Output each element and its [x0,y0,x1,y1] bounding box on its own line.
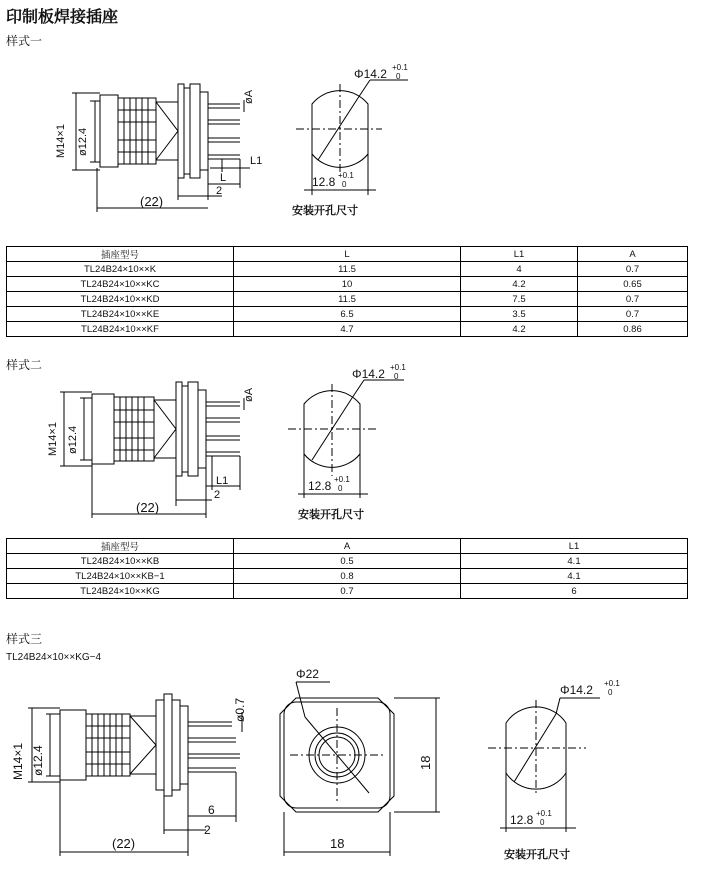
table-cell: 4.1 [461,554,688,569]
style3-dim-a: ø0.7 [233,697,247,722]
style1-dim-two: 2 [216,185,223,197]
style2-label: 样式二 [6,358,43,372]
style2-hole-flat-tol: +0.1 [334,475,350,484]
table-cell: 0.7 [578,292,688,307]
style3-dim-d: ø12.4 [31,745,45,776]
table-cell: 10 [234,277,461,292]
table-cell: 0.7 [578,262,688,277]
style1-dim-m: M14×1 [55,124,67,158]
table-cell: TL24B24×10××KE [7,307,234,322]
table-cell: TL24B24×10××KF [7,322,234,337]
table-cell: 6.5 [234,307,461,322]
table-header-cell: A [234,539,461,554]
style3-dim-two: 2 [204,823,211,837]
style2-hole-tol0: 0 [394,372,399,381]
style2-dim-m: M14×1 [47,422,59,456]
style3-flange-w: 18 [330,836,345,851]
style2-dim-l1: L1 [216,475,229,487]
style1-dim-l: L [220,172,227,184]
table-header-cell: A [578,247,688,262]
table-cell: 0.7 [578,307,688,322]
table-cell: 0.7 [234,584,461,599]
style1-hole-flat: 12.8 [312,175,336,189]
style1-dim-d: ø12.4 [77,127,89,156]
style3-dim-m: M14×1 [11,742,25,780]
style3-hole-tol0: 0 [608,688,613,697]
table-cell: TL24B24×10××KD [7,292,234,307]
style3-dim-six: 6 [208,803,215,817]
style3-hole-tol: +0.1 [604,679,620,688]
style3-flange-h: 18 [418,755,433,770]
page-title: 印制板焊接插座 [6,7,119,26]
table-cell: TL24B24×10××KG [7,584,234,599]
style2-hole-caption: 安装开孔尺寸 [298,509,364,521]
style2-hole-flat-tol0: 0 [338,484,343,493]
style1-dim-a: øA [243,89,255,104]
style3-hole-flat-tol: +0.1 [536,809,552,818]
style3-flange-dia: Φ22 [296,667,319,681]
table-cell: 4.7 [234,322,461,337]
style2-dim-overall: (22) [136,500,160,515]
style3-hole-flat-tol0: 0 [540,818,545,827]
style3-hole-caption: 安装开孔尺寸 [504,849,570,861]
table-cell: TL24B24×10××KB−1 [7,569,234,584]
table-cell: TL24B24×10××KC [7,277,234,292]
style2-dim-two: 2 [214,489,221,501]
style2-hole-flat: 12.8 [308,479,332,493]
table-cell: 4 [461,262,578,277]
table-header-cell: 插座型号 [7,247,234,262]
style1-label: 样式一 [6,34,43,48]
style2-hole-tol: +0.1 [390,363,406,372]
table-cell: 4.2 [461,277,578,292]
style1-hole-caption: 安装开孔尺寸 [292,205,358,217]
table-cell: 6 [461,584,688,599]
style3-hole-dia: Φ14.2 [560,683,593,697]
table-header-cell: L1 [461,539,688,554]
table-cell: 4.2 [461,322,578,337]
table-header-cell: 插座型号 [7,539,234,554]
style2-dim-a: øA [243,387,255,402]
style3-dim-overall: (22) [112,836,136,851]
table-header-cell: L1 [461,247,578,262]
style1-hole-flat-tol: +0.1 [338,171,354,180]
style3-label: 样式三 [6,632,43,646]
style1-hole-flat-tol0: 0 [342,180,347,189]
table-cell: 0.86 [578,322,688,337]
table-cell: 4.1 [461,569,688,584]
table-cell: TL24B24×10××KB [7,554,234,569]
style3-hole-flat: 12.8 [510,813,534,827]
style1-hole-tol0: 0 [396,72,401,81]
style1-hole-tol: +0.1 [392,63,408,72]
table-cell: 0.5 [234,554,461,569]
table-cell: TL24B24×10××K [7,262,234,277]
style1-dim-l1: L1 [250,155,263,167]
table-cell: 11.5 [234,292,461,307]
style1-hole-dia: Φ14.2 [354,67,387,81]
table-cell: 0.8 [234,569,461,584]
table-cell: 0.65 [578,277,688,292]
table-header-cell: L [234,247,461,262]
table-cell: 7.5 [461,292,578,307]
style2-hole-dia: Φ14.2 [352,367,385,381]
style3-model: TL24B24×10××KG−4 [6,652,102,663]
style1-dim-overall: (22) [140,194,164,209]
table-cell: 3.5 [461,307,578,322]
style2-dim-d: ø12.4 [67,425,79,454]
table-cell: 11.5 [234,262,461,277]
